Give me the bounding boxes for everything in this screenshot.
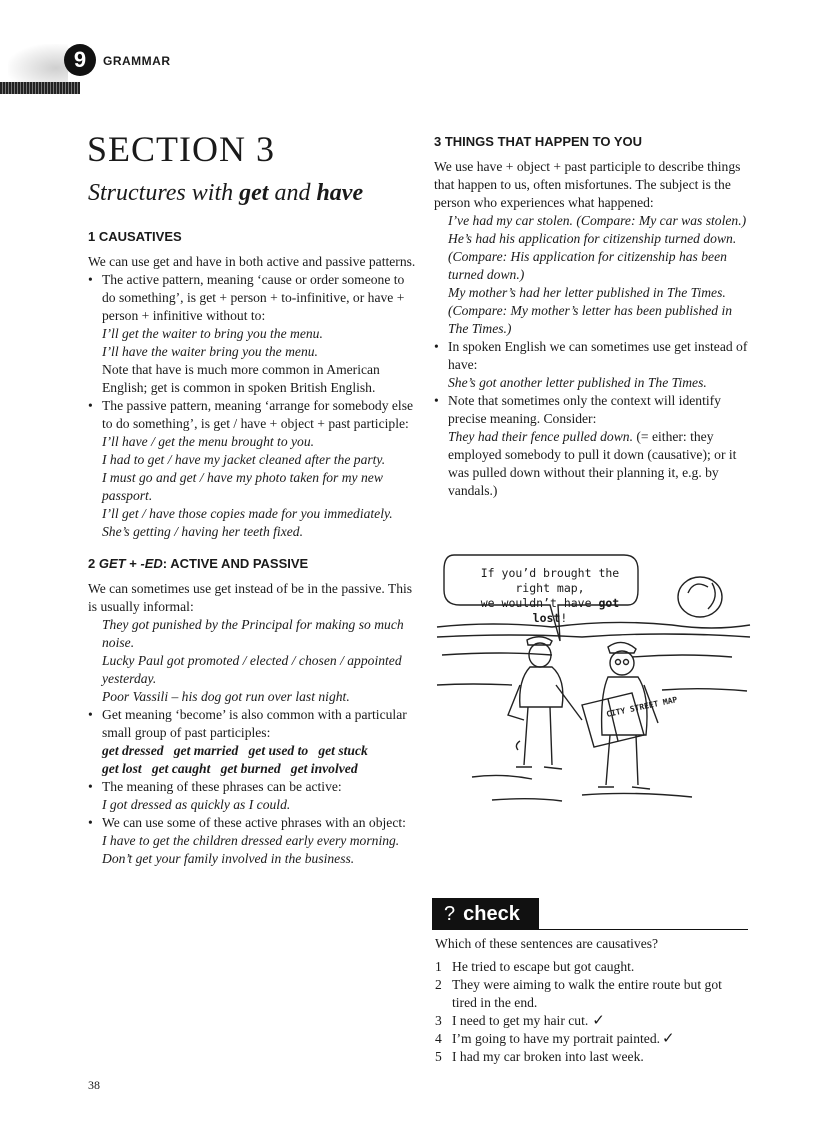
context-example: They had their fence pulled down. (= either: they employed somebody to pull it down (causative); or it was pulled down without their planning it, e.g. by vandals.) bbox=[448, 429, 737, 498]
tick-mark-icon: ✓ bbox=[662, 1031, 675, 1047]
tick-mark-icon: ✓ bbox=[592, 1013, 605, 1029]
american-english-note: Note that have is much more common in American English; get is common in spoken British English. bbox=[102, 362, 380, 395]
map-label: CITY STREET MAP bbox=[605, 695, 679, 719]
right-column bbox=[434, 133, 752, 500]
object-text: • We can use some of these active phrases with an object: bbox=[102, 815, 406, 830]
check-item: 2 They were aiming to walk the entire route but got tired in the end. bbox=[435, 977, 722, 1010]
example: They got punished by the Principal for making so much noise. bbox=[102, 617, 404, 650]
unit-badge: 9 bbox=[64, 44, 96, 76]
example: She’s got another letter published in The Times. bbox=[448, 375, 707, 390]
example: I’ll get / have those copies made for you immediately. bbox=[102, 506, 393, 521]
get-ed-intro: We can sometimes use get instead of be in the passive. This is usually informal: bbox=[88, 581, 413, 614]
active-pattern-text: • The active pattern, meaning ‘cause or order someone to do something’, is get + person + to-infinitive, or have + person + infinitive without to: bbox=[102, 272, 405, 323]
context-bullet bbox=[434, 392, 752, 500]
example: She’s getting / having her teeth fixed. bbox=[102, 524, 303, 539]
check-list bbox=[435, 958, 745, 1066]
check-label: ? check bbox=[432, 898, 539, 930]
check-item: 4 I’m going to have my portrait painted. ✓ bbox=[435, 1031, 675, 1047]
get-ed-heading: 2 GET + -ED: ACTIVE AND PASSIVE bbox=[88, 556, 309, 571]
example: I’ll have / get the menu brought to you. bbox=[102, 434, 315, 449]
causatives-heading: 1 CAUSATIVES bbox=[88, 229, 182, 244]
phrase-list: get lost get caught get burned get involved bbox=[102, 761, 358, 776]
bubble-line: we wouldn’t have got lost! bbox=[480, 596, 620, 625]
hiker-left bbox=[508, 637, 582, 769]
check-item: 5 I had my car broken into last week. bbox=[435, 1049, 644, 1064]
speech-bubble-text bbox=[470, 566, 630, 626]
page-number: 38 bbox=[88, 1078, 100, 1092]
check-rule bbox=[432, 929, 748, 930]
example: I must go and get / have my photo taken for my new passport. bbox=[102, 470, 383, 503]
example: I’ll get the waiter to bring you the menu. bbox=[102, 326, 323, 341]
example: Poor Vassili – his dog got run over last night. bbox=[102, 689, 350, 704]
check-intro: Which of these sentences are causatives? bbox=[435, 936, 659, 951]
active-meaning-text: • The meaning of these phrases can be active: bbox=[102, 779, 342, 794]
left-column bbox=[88, 228, 418, 868]
example: Lucky Paul got promoted / elected / chosen / appointed yesterday. bbox=[102, 653, 402, 686]
context-text: • Note that sometimes only the context will identify precise meaning. Consider: bbox=[448, 393, 721, 426]
active-pattern-bullet bbox=[88, 271, 418, 397]
passive-pattern-text: • The passive pattern, meaning ‘arrange for somebody else to do something’, is get / have + object + past participle: bbox=[102, 398, 414, 431]
example: I got dressed as quickly as I could. bbox=[102, 797, 291, 812]
phrase-list: get dressed get married get used to get stuck bbox=[102, 743, 368, 758]
section-subtitle: Structures with get and have bbox=[88, 180, 364, 206]
become-bullet bbox=[88, 706, 418, 778]
causatives-intro: We can use get and have in both active and passive patterns. bbox=[88, 254, 416, 269]
spoken-text: • In spoken English we can sometimes use get instead of have: bbox=[448, 339, 748, 372]
object-bullet bbox=[88, 814, 418, 868]
example: He’s had his application for citizenship turned down. (Compare: His application for citizenship has been turned down.) bbox=[448, 231, 737, 282]
header-decoration bbox=[8, 44, 68, 84]
header-stripe bbox=[0, 82, 80, 94]
spoken-bullet bbox=[434, 338, 752, 392]
check-item: 1 He tried to escape but got caught. bbox=[435, 959, 635, 974]
section-title: SECTION 3 bbox=[87, 129, 275, 169]
become-text: • Get meaning ‘become’ is also common with a particular small group of past participles: bbox=[102, 707, 407, 740]
things-happen-heading: 3 THINGS THAT HAPPEN TO YOU bbox=[434, 134, 643, 149]
example: I have to get the children dressed early every morning. bbox=[102, 833, 400, 848]
things-happen-intro: We use have + object + past participle to describe things that happen to us, often misfortunes. The subject is the person who experiences what happened: bbox=[434, 159, 741, 210]
active-meaning-bullet bbox=[88, 778, 418, 814]
bubble-line: If you’d brought the right map, bbox=[480, 566, 620, 595]
example: I had to get / have my jacket cleaned after the party. bbox=[102, 452, 386, 467]
unit-label: GRAMMAR bbox=[103, 54, 171, 68]
street-map bbox=[582, 693, 644, 747]
check-item: 3 I need to get my hair cut. ✓ bbox=[435, 1013, 605, 1029]
example: Don’t get your family involved in the business. bbox=[102, 851, 355, 866]
example: I’ve had my car stolen. (Compare: My car was stolen.) bbox=[448, 213, 747, 228]
example: I’ll have the waiter bring you the menu. bbox=[102, 344, 318, 359]
passive-pattern-bullet bbox=[88, 397, 418, 541]
example: My mother’s had her letter published in The Times. (Compare: My mother’s letter has been published in The Times.) bbox=[448, 285, 733, 336]
